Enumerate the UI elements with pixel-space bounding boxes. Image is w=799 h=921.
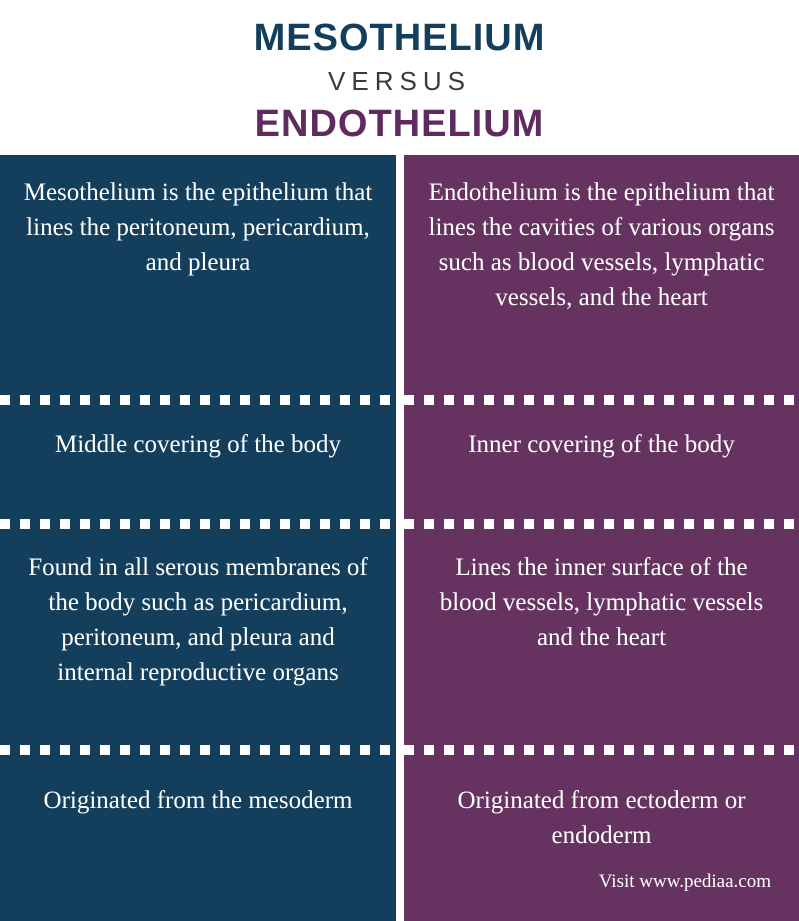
mesothelium-definition: Mesothelium is the epithelium that lines the peritoneum, pericardium, and pleura: [23, 179, 373, 276]
row-divider: [0, 745, 396, 755]
title-endothelium: ENDOTHELIUM: [254, 103, 545, 145]
endothelium-definition: Endothelium is the epithelium that lines the cavities of various organs such as blood vessels, lymphatic vessels, and the heart: [428, 179, 775, 311]
endothelium-origin: Originated from ectoderm or endoderm: [457, 787, 746, 849]
endothelium-covering: Inner covering of the body: [468, 431, 735, 458]
row-divider: [0, 395, 396, 405]
mesothelium-location: Found in all serous membranes of the body such as pericardium, peritoneum, and pleura and internal reproductive organs: [28, 554, 368, 686]
mesothelium-column: [0, 155, 396, 921]
header: [0, 0, 799, 155]
source-credit: Visit www.pediaa.com: [598, 871, 771, 892]
endothelium-column: [404, 155, 799, 921]
mesothelium-origin: Originated from the mesoderm: [43, 787, 353, 814]
endothelium-location: Lines the inner surface of the blood vessels, lymphatic vessels and the heart: [439, 554, 764, 651]
row-divider: [404, 519, 799, 529]
mesothelium-covering: Middle covering of the body: [54, 431, 342, 458]
row-divider: [0, 519, 396, 529]
row-divider: [404, 745, 799, 755]
row-divider: [404, 395, 799, 405]
title-mesothelium: MESOTHELIUM: [253, 17, 546, 59]
versus-label: VERSUS: [328, 66, 471, 96]
